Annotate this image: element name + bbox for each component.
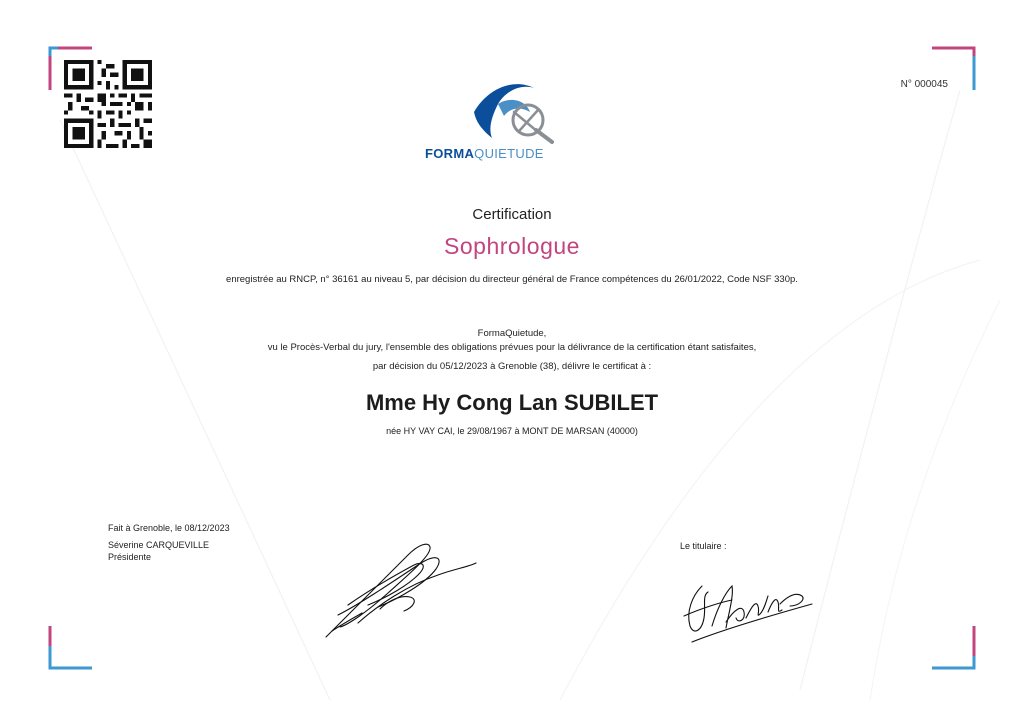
holder-label: Le titulaire : xyxy=(680,541,727,551)
jury-line: vu le Procès-Verbal du jury, l'ensemble des obligations prévues pour la délivrance de la certification étant satisfaites, xyxy=(267,342,757,353)
issuer-line: FormaQuietude, xyxy=(477,328,547,339)
certificate-title: Sophrologue xyxy=(444,233,580,259)
signer-role: Présidente xyxy=(108,552,152,562)
logo-word-light: QUIETUDE xyxy=(474,146,544,161)
holder-name: Mme Hy Cong Lan SUBILET xyxy=(365,390,659,415)
birth-line: née HY VAY CAI, le 29/08/1967 à MONT DE MARSAN (40000) xyxy=(386,426,638,436)
corner-bottom-left xyxy=(48,626,94,672)
logo-wordmark xyxy=(425,146,544,161)
signer-block xyxy=(108,522,230,563)
certificate-heading: Certification xyxy=(472,206,552,223)
place-date: Fait à Grenoble, le 08/12/2023 xyxy=(108,523,230,533)
certificate-number: N° 000045 xyxy=(900,79,948,90)
logo-word-strong: FORMA xyxy=(425,146,475,161)
corner-bottom-right xyxy=(932,626,978,672)
decision-line: par décision du 05/12/2023 à Grenoble (38), délivre le certificat à : xyxy=(372,361,652,372)
rncp-line: enregistrée au RNCP, n° 36161 au niveau 5, par décision du directeur général de France compétences du 26/01/2022, Code NSF 330p. xyxy=(226,274,798,285)
signer-name: Séverine CARQUEVILLE xyxy=(108,540,210,550)
holder-signature xyxy=(672,556,822,656)
qr-code-icon xyxy=(64,60,152,148)
president-signature xyxy=(318,535,478,645)
